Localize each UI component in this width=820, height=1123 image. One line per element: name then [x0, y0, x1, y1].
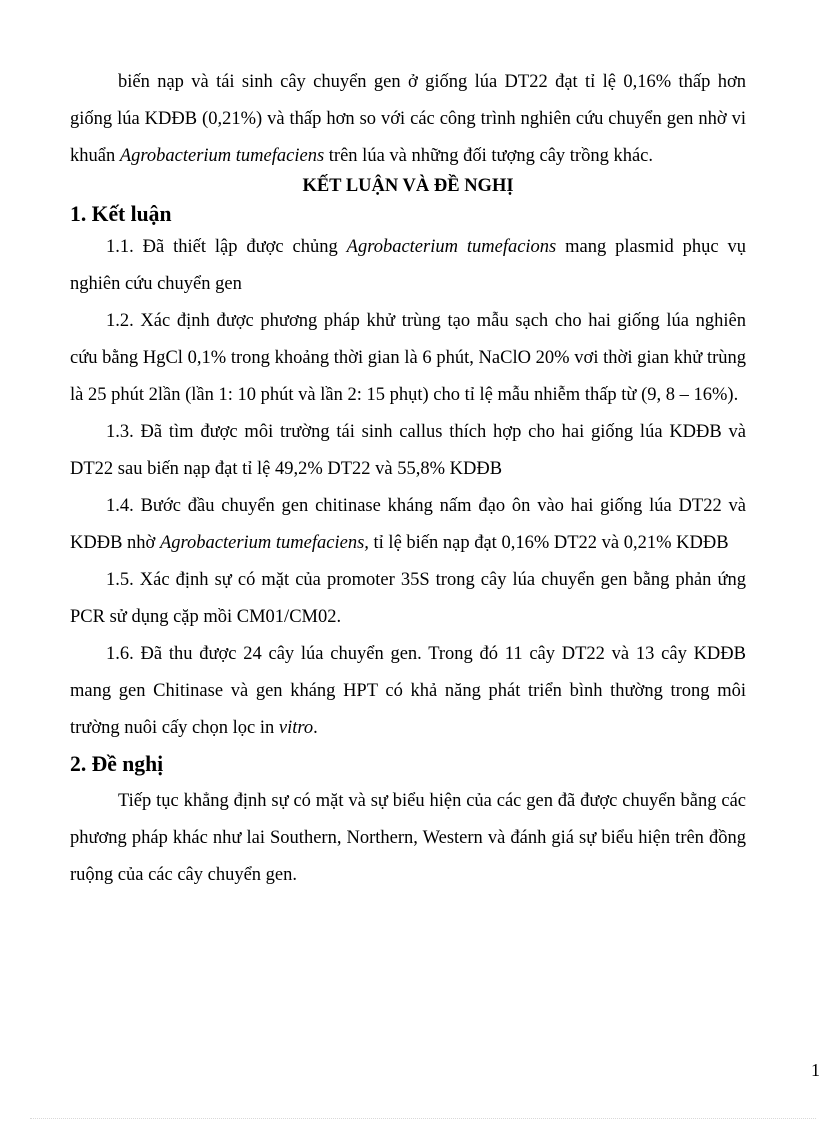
page-number: 1: [811, 1060, 820, 1080]
conclusion-item-1-1: [70, 229, 746, 303]
item-text: mang plasmid phục vụ nghiên cứu chuyển gen: [70, 237, 746, 294]
item-italic: Agrobacterium tumefaciens,: [159, 533, 369, 553]
item-italic: Agrobacterium tumefacions: [346, 237, 557, 257]
conclusion-heading: KẾT LUẬN VÀ ĐỀ NGHỊ: [302, 176, 514, 196]
document-page: [70, 64, 746, 894]
item-text: .: [313, 718, 318, 738]
item-text: 1.4. Bước đầu chuyển gen chitinase kháng nấm đạo ôn vào hai giống lúa DT22 và KDĐB nhờ: [70, 496, 746, 553]
intro-text: thấp hơn giống lúa KDĐB (0,21%) và thấp hơn so với các công trình nghiên cứu chuyển gen nhờ vi khuẩn: [70, 72, 747, 166]
item-text: 1.1. Đã thiết lập được chủng: [106, 237, 347, 257]
footer-divider: [30, 1118, 816, 1119]
recommendation-paragraph: Tiếp tục khẳng định sự có mặt và sự biểu hiện của các gen đã được chuyển bằng các phương pháp khác như lai Southern, Northern, Western và đánh giá sự biểu hiện trên đồng ruộng của các cây chuyển gen.: [70, 791, 746, 885]
item-text: 1.6. Đã thu được 24 cây lúa chuyển gen. Trong đó 11 cây DT22 và 13 cây KDĐB mang gen Chitinase và gen kháng HPT có khả năng phát triển bình thường trong môi trường nuôi cấy chọn lọc in: [70, 644, 746, 738]
conclusion-item-1-3: 1.3. Đã tìm được môi trường tái sinh callus thích hợp cho hai giống lúa KDĐB và DT22 sau biến nạp đạt tỉ lệ 49,2% DT22 và 55,8% KDĐB: [70, 422, 746, 479]
section1-title: 1. Kết luận: [70, 202, 172, 226]
conclusion-item-1-6: [70, 636, 746, 747]
intro-species-name: Agrobacterium tumefaciens: [119, 146, 325, 166]
section2-title: 2. Đề nghị: [70, 752, 164, 776]
intro-text-end: trên lúa và những đối tượng cây trồng khác.: [324, 146, 654, 166]
item-text: tỉ lệ biến nạp đạt 0,16% DT22 và 0,21% KDĐB: [368, 533, 729, 553]
conclusion-item-1-2: 1.2. Xác định được phương pháp khử trùng tạo mẫu sạch cho hai giống lúa nghiên cứu bằng HgCl 0,1% trong khoảng thời gian là 6 phút, NaClO 20% vơi thời gian khử trùng là 25 phút 2lần (lần 1: 10 phút và lần 2: 15 phụt) cho tỉ lệ mẫu nhiễm thấp từ (9, 8 – 16%).: [70, 311, 746, 405]
item-italic: vitro: [278, 718, 314, 738]
intro-paragraph: [70, 64, 746, 175]
conclusion-item-1-5: 1.5. Xác định sự có mặt của promoter 35S trong cây lúa chuyển gen bằng phản ứng PCR sử dụng cặp mồi CM01/CM02.: [70, 570, 746, 627]
conclusion-item-1-4: [70, 488, 746, 562]
intro-line1: biến nạp và tái sinh cây chuyển gen ở giống lúa DT22 đạt tỉ lệ 0,16%: [118, 72, 672, 92]
